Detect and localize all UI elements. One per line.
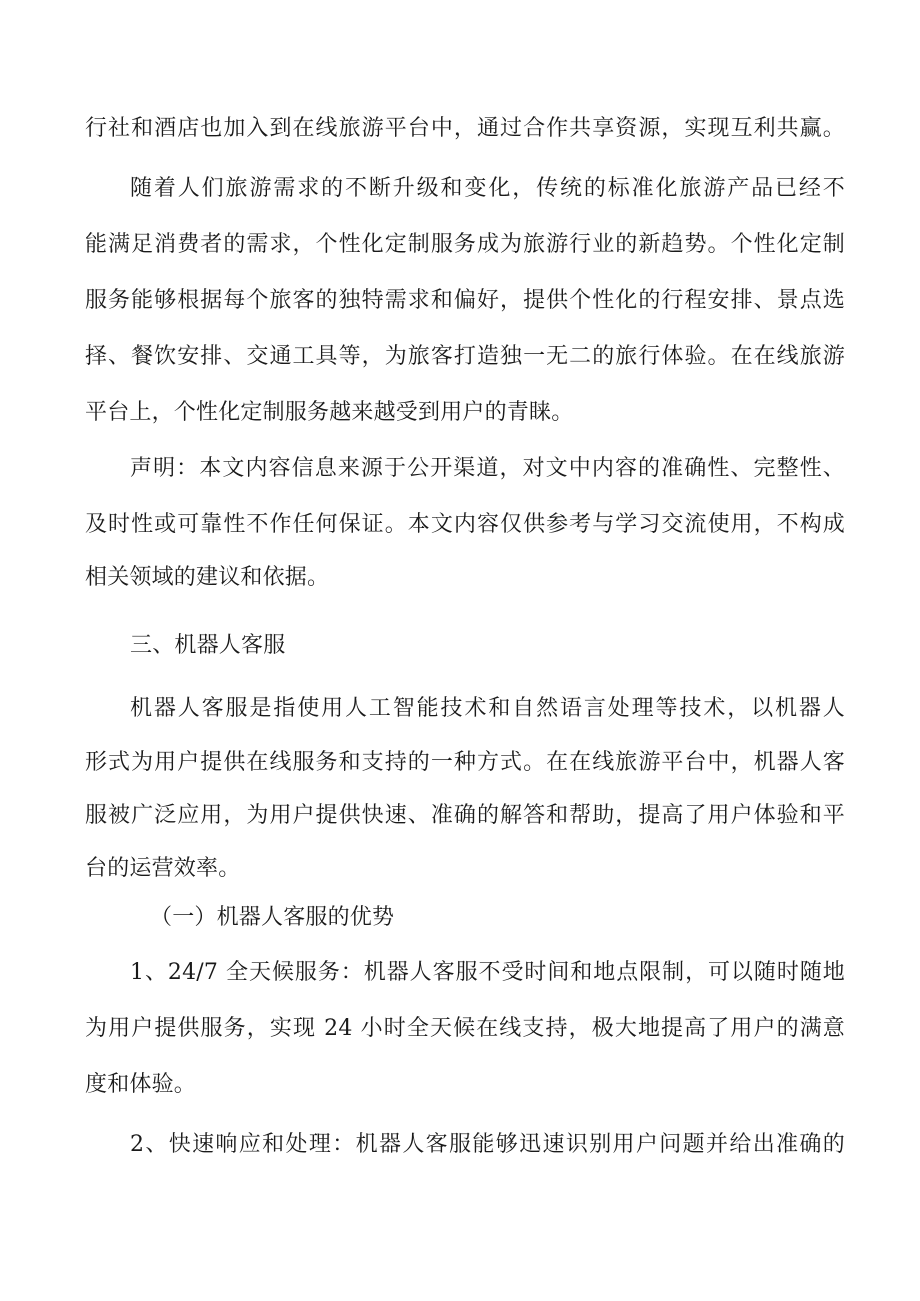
paragraph-line: 平台上，个性化定制服务越来越受到用户的青睐。 [85, 400, 574, 425]
section-heading: 三、机器人客服 [130, 633, 286, 658]
paragraph-line: 台的运营效率。 [85, 856, 241, 881]
disclaimer-line: 声明：本文内容信息来源于公开渠道，对文中内容的准确性、完整性、 [130, 456, 845, 481]
disclaimer-line: 相关领域的建议和依据。 [85, 565, 330, 590]
list-item-line: 度和体验。 [85, 1072, 197, 1097]
list-item-line: 为用户提供服务，实现 24 小时全天候在线支持，极大地提高了用户的满意 [85, 1016, 845, 1041]
list-item-line: 2、快速响应和处理：机器人客服能够迅速识别用户问题并给出准确的 [130, 1132, 845, 1157]
subsection-heading: （一）机器人客服的优势 [150, 905, 395, 930]
disclaimer-line: 及时性或可靠性不作任何保证。本文内容仅供参考与学习交流使用，不构成 [85, 512, 845, 537]
paragraph-line: 服务能够根据每个旅客的独特需求和偏好，提供个性化的行程安排、景点选 [85, 288, 845, 313]
paragraph-line: 随着人们旅游需求的不断升级和变化，传统的标准化旅游产品已经不 [130, 176, 845, 201]
paragraph-line: 能满足消费者的需求，个性化定制服务成为旅游行业的新趋势。个性化定制 [85, 232, 845, 257]
paragraph-line: 形式为用户提供在线服务和支持的一种方式。在在线旅游平台中，机器人客 [85, 750, 845, 775]
paragraph-line: 行社和酒店也加入到在线旅游平台中，通过合作共享资源，实现互利共赢。 [85, 116, 845, 141]
paragraph-line: 择、餐饮安排、交通工具等，为旅客打造独一无二的旅行体验。在在线旅游 [85, 344, 845, 369]
paragraph-line: 机器人客服是指使用人工智能技术和自然语言处理等技术，以机器人 [130, 696, 845, 721]
paragraph-line: 服被广泛应用，为用户提供快速、准确的解答和帮助，提高了用户体验和平 [85, 803, 845, 828]
list-item-line: 1、24/7 全天候服务：机器人客服不受时间和地点限制，可以随时随地 [130, 960, 845, 985]
